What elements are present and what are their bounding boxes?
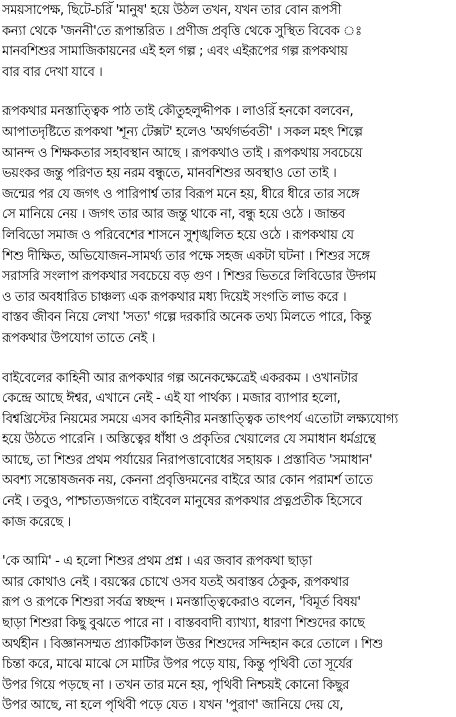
paragraph-who-am-i (2, 552, 456, 717)
text-line: কেন্দ্রে আছে ঈশ্বর, এখানে নেই - এই যা পার্থক্য । মজার ব্যাপার হলো, (2, 391, 341, 407)
text-line: ও তার অবধারিত চাঞ্চল্য এক রূপকথার মধ্য দিয়েই সংগতি লাভ করে । (2, 289, 347, 305)
text-line: শিশু দীক্ষিত, অভিযোজন-সামর্থ্য তার পক্ষে সহজ একটা ঘটনা । শিশুর সঙ্গে (2, 248, 370, 264)
text-line: রূপকথার মনস্তাত্ত্বিক পাঠ তাই কৌতুহলুদ্দীপক । লাওরিঁ হনকো বলবেন, (2, 104, 354, 120)
text-line: উপর আছে, না হলে পৃথিবী পড়ে যেত । যখন 'পুরাণ' জানিয়ে দেয় যে, (2, 698, 344, 714)
text-line: আপাতদৃষ্টিতে রূপকথা 'শূন্য টেক্সট' হলেও 'অর্থগর্ভবতী' । সকল মহৎ শিল্পে (2, 124, 363, 140)
text-line: অবশ্য সন্তোষজনক নয়, কেননা প্রবৃত্তিদমনের বাইরে আর কোন পরামর্শ তাতে (2, 473, 373, 489)
text-line: বাইবেলের কাহিনী আর রূপকথার গল্প অনেকক্ষেত্রেই একরকম । ওখানটার (2, 370, 358, 386)
text-line: 'কে আমি' - এ হলো শিশুর প্রথম প্রশ্ন । এর জবাব রূপকথা ছাড়া (2, 554, 312, 570)
text-line: ছাড়া শিশুরা কিছু বুঝতে পারে না । বাস্তববাদী ব্যাখ্যা, ধারণা শিশুদের কাছে (2, 616, 365, 632)
paragraph-gap (2, 83, 456, 102)
text-line: সময়সাপেক্ষ, ছিটে-চরিঁ 'মানুষ' হয়ে উঠল তখন, যখন তার বোন রূপসী (2, 3, 342, 18)
text-line: সরাসরি সংলাপ রূপকথার সবচেয়ে বড় গুণ । শিশুর ভিতরে লিবিডোর উদ্গম (2, 269, 376, 285)
text-line: উপর গিয়ে পড়ছে না । তখন তার মনে হয়, পৃথিবী নিশ্চয়ই কোনো কিছুর (2, 677, 350, 693)
paragraph-socialization (2, 1, 456, 83)
text-line: রূপকথার উপযোগ তাতে নেই । (2, 330, 155, 346)
text-line: বাস্তব জীবন নিয়ে লেখা 'সত্য' গল্পে দরকারি অনেক তথ্য মিলতে পারে, কিন্তু (2, 310, 372, 326)
text-line: ভয়ংকর জন্তু পরিণত হয় নরম বন্ধুতে, মানবশিশুর অবস্থাও তো তাই । (2, 166, 337, 182)
text-line: আর কোথাও নেই । বয়স্কের চোখে ওসব যতই অবাস্তব ঠেকুক, রূপকথার (2, 574, 349, 590)
text-line: মানবশিশুর সামাজিকায়নের এই হল গল্প ; এবং এইরূপের গল্প রূপকথায় (2, 44, 348, 60)
text-line: কাজ করেছে । (2, 514, 71, 530)
text-line: চিন্তা করে, মাঝে মাঝে সে মাটির উপর পড়ে যায়, কিন্তু পৃথিবী তো সূর্যের (2, 657, 353, 673)
text-line: সে মানিয়ে নেয় । জগৎ তার আর জন্তু থাকে না, বন্ধু হয়ে ওঠে । জান্তব (2, 207, 345, 223)
text-line: বিশ্বখ্রিস্টের নিয়মের সময়ে এসব কাহিনীর মনস্তাত্ত্বিক তাৎপর্য এতোটা লক্ষ্যযোগ্য (2, 411, 398, 427)
text-line: রূপ ও রূপকে শিশুরা সর্বত্র স্বচ্ছন্দ । মনস্তাত্ত্বিকেরাও বলেন, 'বিমূর্ত বিষয়' (2, 595, 361, 611)
text-line: কন্যা থেকে 'জননী'তে রূপান্তরিত । প্রণীজ প্রবৃত্তি থেকে সুস্থিত বিবেক ঃ (2, 23, 362, 39)
paragraph-gap (2, 533, 456, 552)
text-line: হয়ে উঠতে পারেনি । অস্তিত্বের ধাঁধা ও প্রকৃতির খেয়ালের যে সমাধান ধর্মগ্রন্থে (2, 432, 376, 448)
text-line: বার বার দেখা যাবে । (2, 64, 103, 80)
paragraph-bible-stories (2, 369, 456, 534)
paragraph-psychological-reading (2, 102, 456, 349)
text-line: লিবিডো সমাজ ও পরিবেশের শাসনে সুশৃঙ্খলিত হয়ে ওঠে । রূপকথায় যে (2, 227, 354, 243)
text-line: আছে, তা শিশুর প্রথম পর্যায়ের নিরাপত্তাবোধের সহায়ক । প্রস্তাবিত 'সমাধান' (2, 452, 373, 468)
paragraph-gap (2, 350, 456, 369)
text-line: নেই । তবুও, পাশ্চাত্যজগতে বাইবেল মানুষের রূপকথার প্রত্নপ্রতীক হিসেবে (2, 494, 362, 510)
text-line: জন্মের পর যে জগৎ ও পারিপার্শ্ব তার বিরূপ মনে হয়, ধীরে ধীরে তার সঙ্গে (2, 186, 360, 202)
text-line: আনন্দ ও শিক্ষকতার সহাবস্থান আছে । রূপকথাও তাই । রূপকথায় সবচেয়ে (2, 145, 363, 161)
text-line: অর্থহীন । বিজ্ঞানসম্মত প্র্যাকটিকাল উত্তর শিশুদের সন্দিহান করে তোলে । শিশু (2, 636, 383, 652)
